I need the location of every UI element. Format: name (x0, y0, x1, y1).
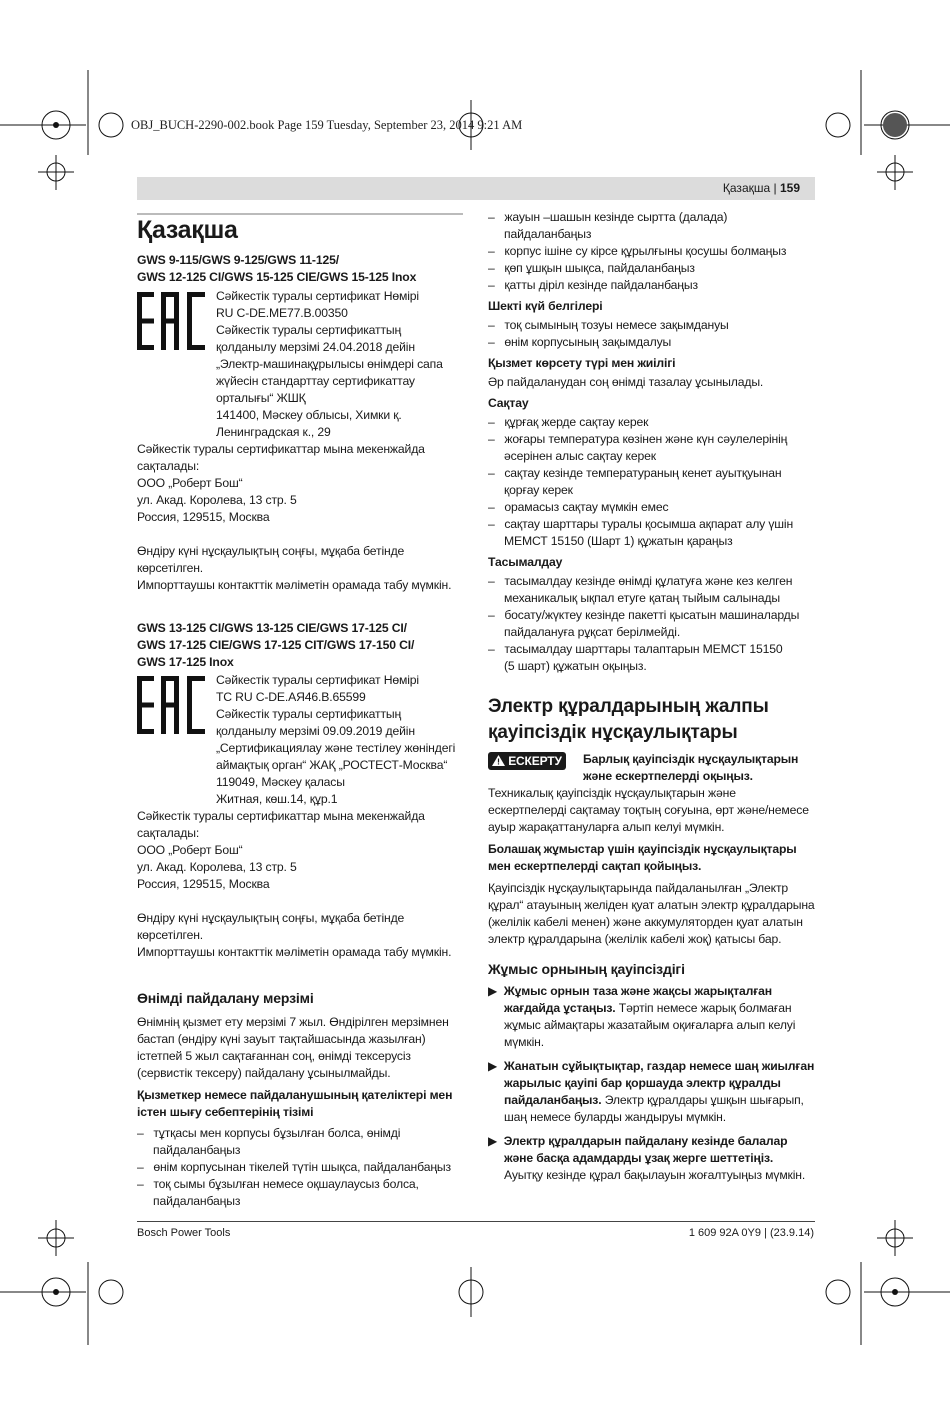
list-item: – тоқ сымының тозуы немесе зақымдануы (488, 318, 729, 332)
warning-block (488, 751, 818, 785)
right-column (488, 209, 818, 1184)
transport-heading: Тасымалдау (488, 555, 563, 569)
header-section: Қазақша (722, 181, 771, 195)
term-definition: Қауіпсіздік нұсқаулықтарында пайдаланылған „Электр құрал“ атауының желіден қуат алатын электр құралдарына (желілік кабелі менен) және аккумуляторден қуат алатын электр құралдарына (желілік кабелі жоқ) қатысы бар. (488, 881, 815, 946)
list-item: – тоқ сымы бұзылған немесе оқшаулаусыз болса, пайдаланбаңыз (137, 1177, 419, 1208)
arrow-bullet-icon: ▶ (488, 984, 498, 998)
list-item: ▶ Жұмыс орнын таза және жақсы жарықталған жағдайда ұстаңыз. Тәртіп немесе жарық болмаған жұмыс аймақтары жазатайым оқиғаларға алып келуі мүмкін. (488, 984, 796, 1049)
production-note-2: Өндіру күні нұсқаулықтың соңғы, мұқаба бетінде көрсетілген. Импорттаушы контакттік мәліметін орамада табу мүмкін. (137, 911, 452, 959)
safety-heading: Электр құралдарының жалпы қауіпсіздік нұсқаулықтары (488, 696, 769, 743)
models-heading-1: GWS 9-115/GWS 9-125/GWS 11-125/ GWS 12-125 CI/GWS 15-125 CIE/GWS 15-125 Inox (137, 253, 417, 284)
list-item: – жоғары температура көзінен және күн сәулелерінің әсерінен алыс сақтау керек (488, 432, 788, 463)
header-bar (137, 177, 815, 200)
list-item: ▶ Электр құралдарын пайдалану кезінде балалар және басқа адамдарды ұзақ жерге шеттетіңіз. Ауытқу кезінде құрал бақылауын жоғалтуыңыз мүмкін. (488, 1134, 806, 1182)
service-life-heading: Өнімді пайдалану мерзімі (137, 990, 314, 1006)
work-area-heading: Жұмыс орнының қауіпсіздігі (488, 961, 685, 977)
list-item: – босату/жүктеу кезінде пакетті қысатын машиналарды пайдалануға рұқсат берілмейді. (488, 608, 800, 639)
list-item: – тасымалдау кезінде өнімді құлатуға және кез келген механикалық ықпал етуге қатаң тыйым салынады (488, 574, 793, 605)
cert-block-1 (137, 288, 467, 441)
left-column (137, 252, 467, 1210)
limit-state-heading: Шекті күй белгілері (488, 299, 603, 313)
warning-triangle-icon (492, 755, 505, 766)
list-item: – өнім корпусының зақымдалуы (488, 335, 672, 349)
list-item: – жауын –шашын кезінде сыртта (далада) пайдаланбаңыз (488, 210, 728, 241)
list-item: – құрғақ жерде сақтау керек (488, 415, 649, 429)
title-rule (137, 213, 463, 215)
running-header: Қазақша | 159 (722, 181, 800, 195)
eac-logo-1 (137, 292, 207, 350)
certificate-text-1: Сәйкестік туралы сертификат Нөмірі RU C-DE.ME77.B.00350 Сәйкестік туралы сертификаттың қолданылу мерзімі 24.04.2018 дейін „Электр-машинақұрылысы өнімдері сапа жүйесін стандарттау сертификаттау орталығы“ ЖШҚ 141400, Мәскеу облысы, Химки қ. Ленинградская к., 29 (216, 289, 443, 439)
list-item: – орамасыз сақтау мүмкін емес (488, 500, 669, 514)
header-page-number: 159 (779, 181, 800, 195)
storage-address-1: Сәйкестік туралы сертификаттар мына мекенжайда сақталады: ООО „Роберт Бош“ ул. Акад. Королева, 13 стр. 5 Россия, 129515, Москва (137, 442, 425, 524)
arrow-bullet-icon: ▶ (488, 1059, 498, 1073)
list-item: – сақтау кезінде температураның кенет ауытқуынан қорғау керек (488, 466, 782, 497)
certificate-text-2: Сәйкестік туралы сертификат Нөмірі TC RU C-DE.AЯ46.B.65599 Сәйкестік туралы сертификаттың қолданылу мерзімі 09.09.2019 дейін „Сертификациялау және тестілеу жөніндегі аймақтық орган“ ЖАҚ „РОСТЕСТ-Москва“ 119049, Мәскеу қаласы Житная, көш.14, құр.1 (216, 673, 456, 806)
storage-address-2: Сәйкестік туралы сертификаттар мына мекенжайда сақталады: ООО „Роберт Бош“ ул. Акад. Королева, 13 стр. 5 Россия, 129515, Москва (137, 809, 425, 891)
trim-line: OBJ_BUCH-2290-002.book Page 159 Tuesday, September 23, 2014 9:21 AM (131, 118, 523, 132)
cert-block-2 (137, 672, 467, 808)
eac-logo-2 (137, 676, 207, 734)
list-item: – өнім корпусынан тікелей түтін шықса, пайдаланбаңыз (137, 1160, 451, 1174)
production-note-1: Өндіру күні нұсқаулықтың соңғы, мұқаба бетінде көрсетілген. Импорттаушы контакттік мәліметін орамада табу мүмкін. (137, 544, 452, 592)
warning-badge: ЕСКЕРТУ (488, 752, 566, 770)
list-item: – корпус ішіне су кірсе құрылғыны қосушы болмаңыз (488, 244, 787, 258)
warning-text: Техникалық қауіпсіздік нұсқаулықтарын және ескертпелерді сақтамау тоқтың соғуына, өрт және/немесе ауыр жарақаттануларға алып келуі мүмкін. (488, 786, 809, 834)
storage-heading: Сақтау (488, 396, 529, 410)
footer-rule (137, 1221, 815, 1222)
list-item: – қатты діріл кезінде пайдаланбаңыз (488, 278, 698, 292)
models-heading-2: GWS 13-125 CI/GWS 13-125 CIE/GWS 17-125 CI/ GWS 17-125 CIE/GWS 17-125 CIT/GWS 17-150 CI/ GWS 17-125 Inox (137, 621, 415, 669)
list-item: – тасымалдау шарттары талаптарын МЕМСТ 15150 (5 шарт) құжатын оқыңыз. (488, 642, 783, 673)
service-text: Әр пайдаланудан соң өнімді тазалау ұсынылады. (488, 375, 764, 389)
footer-left: Bosch Power Tools (137, 1227, 231, 1239)
errors-heading: Қызметкер немесе пайдаланушының қателіктері мен істен шығу себептерінің тізімі (137, 1088, 453, 1119)
arrow-bullet-icon: ▶ (488, 1134, 498, 1148)
list-item: – сақтау шарттары туралы қосымша ақпарат алу үшін МЕМСТ 15150 (Шарт 1) құжатын қараңыз (488, 517, 794, 548)
list-item: – қөп ұшқын шықса, пайдаланбаңыз (488, 261, 695, 275)
list-item: – тұтқасы мен корпусы бұзылған болса, өнімді пайдаланбаңыз (137, 1126, 401, 1157)
list-item: ▶ Жанатын сұйықтықтар, газдар немесе шаң жиылған жарылыс қауіпі бар қоршауда электр құралды пайдаланбаңыз. Электр құралдары ұшқын шығарып, шаң немесе буларды жандыруы мүмкін. (488, 1059, 815, 1124)
warning-bold-text: Барлық қауіпсіздік нұсқаулықтарын және ескертпелерді оқыңыз. (583, 752, 799, 783)
service-life-text: Өнімнің қызмет ету мерзімі 7 жыл. Өндірілген мерзімнен бастап (өндіру күні зауыт тақтайшасында жазылған) істетпей 5 жыл сақтағаннан соң, өнімді тексерусіз (сервистік тексеру) пайдалану ұсынылмайды. (137, 1015, 449, 1080)
keep-instructions: Болашақ жұмыстар үшін қауіпсіздік нұсқаулықтары мен ескертпелерді сақтап қойыңыз. (488, 842, 797, 873)
service-heading: Қызмет көрсету түрі мен жиілігі (488, 356, 676, 370)
page-title: Қазақша (137, 216, 238, 244)
footer-right: 1 609 92A 0Y9 | (23.9.14) (688, 1227, 814, 1239)
